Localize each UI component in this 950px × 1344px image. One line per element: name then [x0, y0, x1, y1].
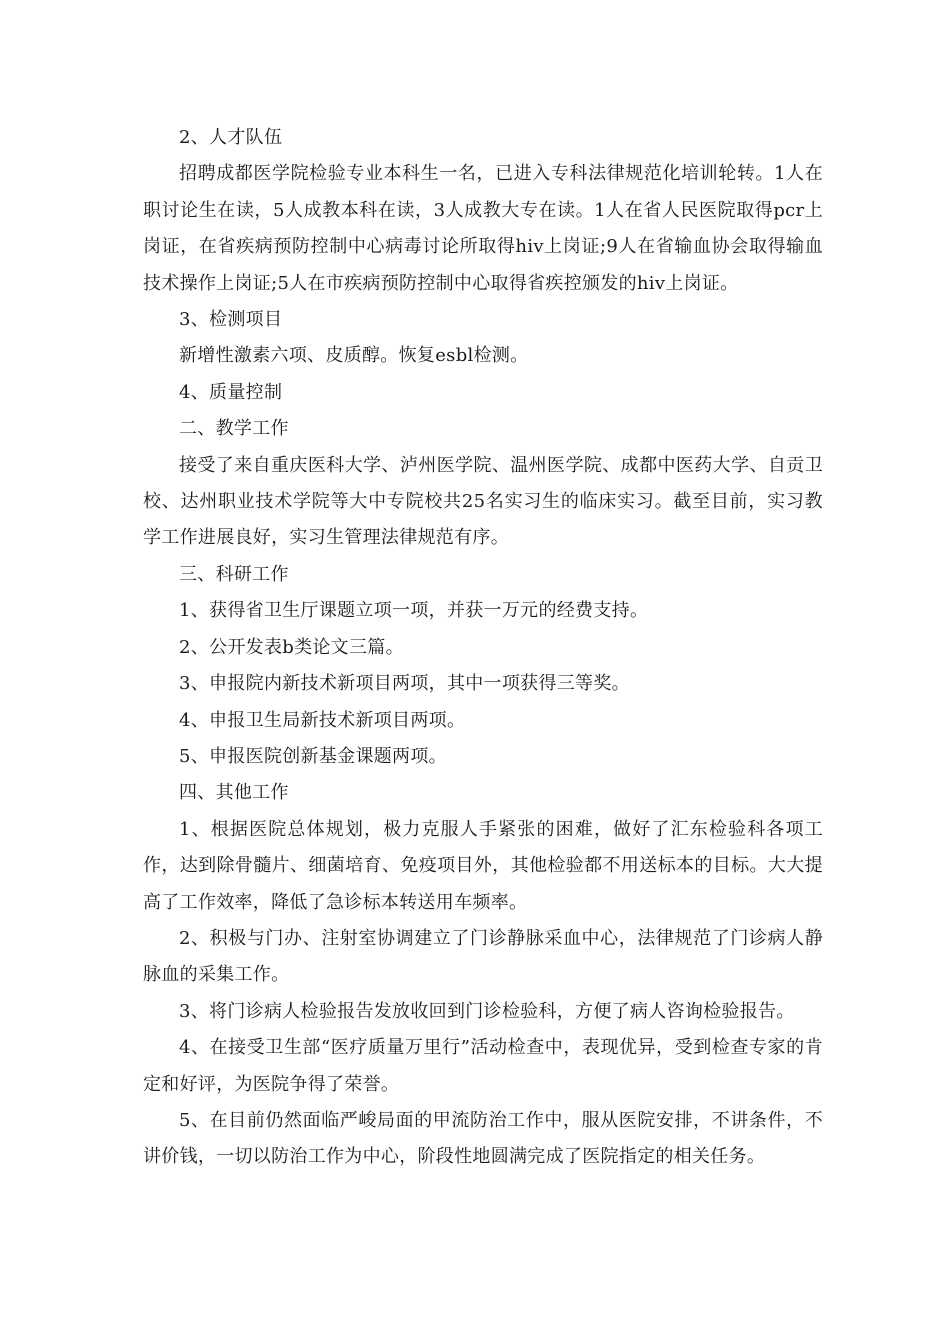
paragraph-test-items: 新增性激素六项、皮质醇。恢复esbl检测。	[179, 345, 529, 367]
list-item-research-1: 1、获得省卫生厅课题立项一项，并获一万元的经费支持。	[179, 600, 649, 622]
section-heading-quality-control: 4、质量控制	[179, 381, 283, 403]
section-heading-talent-team: 2、人才队伍	[179, 127, 283, 148]
list-item-other-4: 4、在接受卫生部“医疗质量万里行”活动检查中，表现优异，受到检查专家的肯定和好评，为医院争得了荣誉。	[143, 1037, 823, 1095]
section-heading-other-work: 四、其他工作	[179, 782, 289, 804]
list-item-research-3: 3、申报院内新技术新项目两项，其中一项获得三等奖。	[179, 673, 630, 695]
list-item-other-5: 5、在目前仍然面临严峻局面的甲流防治工作中，服从医院安排，不讲条件，不讲价钱，一切以防治工作为中心，阶段性地圆满完成了医院指定的相关任务。	[143, 1109, 823, 1168]
list-item-other-1: 1、根据医院总体规划，极力克服人手紧张的困难，做好了汇东检验科各项工作，达到除骨髓片、细菌培育、免疫项目外，其他检验都不用送标本的目标。大大提高了工作效率，降低了急诊标本转送用车频率。	[143, 818, 823, 913]
list-item-research-5: 5、申报医院创新基金课题两项。	[179, 745, 447, 767]
section-heading-teaching: 二、教学工作	[179, 418, 289, 440]
paragraph-talent-team: 招聘成都医学院检验专业本科生一名，已进入专科法律规范化培训轮转。1人在职讨论生在读，5人成教本科在读，3人成教大专在读。1人在省人民医院取得pcr上岗证，在省疾病预防控制中心病毒讨论所取得hiv上岗证;9人在省输血协会取得输血技术操作上岗证;5人在市疾病预防控制中心取得省疾控颁发的hiv上岗证。	[143, 163, 823, 294]
list-item-research-4: 4、申报卫生局新技术新项目两项。	[179, 709, 466, 731]
section-heading-research: 三、科研工作	[179, 563, 289, 585]
list-item-research-2: 2、公开发表b类论文三篇。	[179, 636, 404, 658]
list-item-other-2: 2、积极与门办、注射室协调建立了门诊静脉采血中心，法律规范了门诊病人静脉血的采集工作。	[143, 927, 823, 986]
section-heading-test-items: 3、检测项目	[179, 309, 283, 331]
document-body	[143, 120, 823, 1176]
paragraph-teaching: 接受了来自重庆医科大学、泸州医学院、温州医学院、成都中医药大学、自贡卫校、达州职业技术学院等大中专院校共25名实习生的临床实习。截至目前，实习教学工作进展良好，实习生管理法律规范有序。	[143, 454, 823, 549]
list-item-other-3: 3、将门诊病人检验报告发放收回到门诊检验科，方便了病人咨询检验报告。	[179, 1000, 795, 1022]
